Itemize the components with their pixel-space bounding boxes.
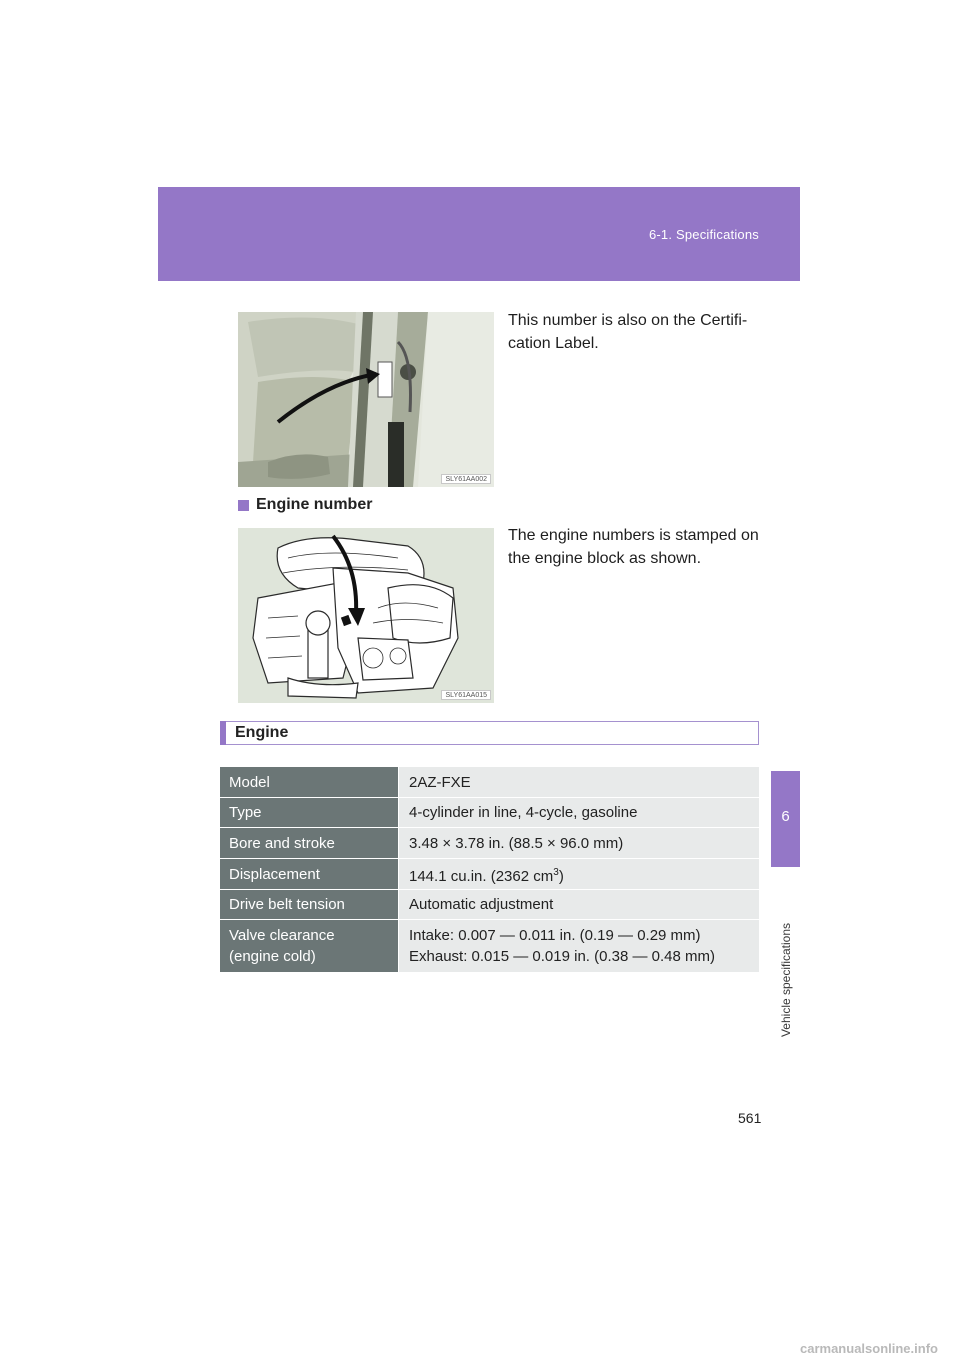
spec-label: Valve clearance (engine cold) [220, 920, 398, 972]
spec-label: Drive belt tension [220, 890, 398, 919]
table-row [220, 798, 759, 828]
engine-spec-table [220, 767, 759, 973]
seat-pillar-illustration [238, 312, 494, 487]
table-row [220, 767, 759, 798]
engine-number-description: The engine numbers is stamped on the engine block as shown. [508, 527, 759, 567]
spec-value: 2AZ-FXE [398, 767, 759, 797]
table-row [220, 828, 759, 859]
watermark: carmanualsonline.info [800, 1341, 938, 1356]
figure-code: SLY61AA015 [441, 690, 491, 700]
engine-section-title [220, 721, 759, 745]
spec-label: Type [220, 798, 398, 827]
table-row [220, 920, 759, 973]
figure-code: SLY61AA002 [441, 474, 491, 484]
spec-value: 144.1 cu.in. (2362 $cm^3$) [398, 859, 759, 889]
engine-section-title-text: Engine [235, 724, 289, 741]
spec-label: Displacement [220, 859, 398, 889]
certification-note: This number is also on the Certifi-cation Label. [508, 312, 748, 352]
spec-label: Model [220, 767, 398, 797]
table-row [220, 890, 759, 920]
spec-label: Bore and stroke [220, 828, 398, 858]
chapter-tab[interactable] [771, 771, 800, 867]
engine-block-drawing [238, 528, 494, 703]
engine-block-illustration [238, 528, 494, 703]
chapter-label-text: Vehicle specifications [778, 922, 793, 1038]
engine-number-heading-text: Engine number [256, 496, 373, 513]
section-title-bar [220, 721, 226, 745]
engine-number-heading [238, 496, 372, 514]
bullet-square-icon [238, 500, 249, 511]
page-number: 561 [738, 1110, 762, 1126]
chapter-number: 6 [781, 808, 790, 825]
spec-value: 4-cylinder in line, 4-cycle, gasoline [398, 798, 759, 827]
header-band [158, 187, 800, 281]
chapter-label [763, 900, 808, 1060]
spec-value: Automatic adjustment [398, 890, 759, 919]
section-heading: 6-1. Specifications [648, 227, 759, 242]
seat-pillar-drawing [238, 312, 494, 487]
table-row [220, 859, 759, 890]
spec-value: 3.48 × 3.78 in. (88.5 × 96.0 mm) [398, 828, 759, 858]
spec-value: Intake: 0.007 — 0.011 in. (0.19 — 0.29 mm) Exhaust: 0.015 — 0.019 in. (0.38 — 0.48 mm) [398, 920, 759, 972]
